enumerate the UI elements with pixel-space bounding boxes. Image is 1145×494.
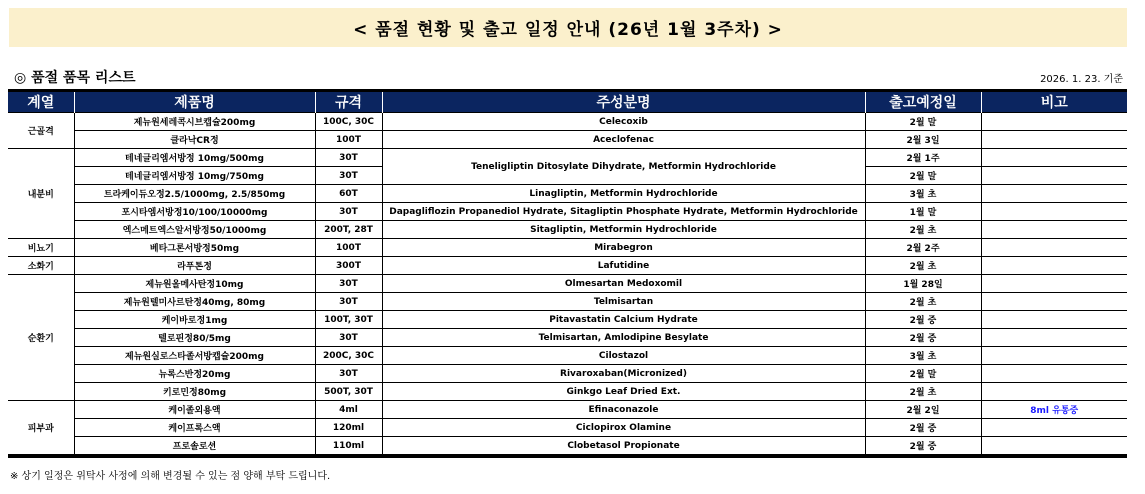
release-date-cell: 2월 초 [865, 221, 981, 239]
ingredient-cell: Rivaroxaban(Micronized) [382, 365, 865, 383]
category-cell: 내분비 [8, 149, 74, 239]
spec-cell: 100T, 30T [315, 311, 382, 329]
release-date-cell: 2월 말 [865, 167, 981, 185]
table-row [8, 365, 1127, 383]
ingredient-cell: Ciclopirox Olamine [382, 419, 865, 437]
spec-cell: 200T, 28T [315, 221, 382, 239]
note-cell [981, 131, 1127, 149]
spec-cell: 60T [315, 185, 382, 203]
table-row [8, 383, 1127, 401]
page-title: < 품절 현황 및 출고 일정 안내 (26년 1월 3주차) > [9, 8, 1127, 47]
spec-cell: 100C, 30C [315, 113, 382, 131]
release-date-cell: 3월 초 [865, 185, 981, 203]
note-cell [981, 347, 1127, 365]
spec-cell: 30T [315, 167, 382, 185]
note-cell [981, 365, 1127, 383]
note-cell [981, 437, 1127, 457]
note-cell [981, 185, 1127, 203]
release-date-cell: 2월 중 [865, 419, 981, 437]
table-row [8, 419, 1127, 437]
note-cell [981, 239, 1127, 257]
note-cell [981, 167, 1127, 185]
header-note: 비고 [981, 91, 1127, 113]
category-cell: 근골격 [8, 113, 74, 149]
spec-cell: 4ml [315, 401, 382, 419]
product-name-cell: 제뉴원세레콕시브캡슐200mg [74, 113, 315, 131]
note-cell: 8ml 유통중 [981, 401, 1127, 419]
header-ingredient: 주성분명 [382, 91, 865, 113]
ingredient-cell: Telmisartan, Amlodipine Besylate [382, 329, 865, 347]
spec-cell: 30T [315, 275, 382, 293]
ingredient-cell: Celecoxib [382, 113, 865, 131]
section-title: ◎ 품절 품목 리스트 [14, 70, 136, 86]
product-name-cell: 텔로핀정80/5mg [74, 329, 315, 347]
ingredient-cell: Dapagliflozin Propanediol Hydrate, Sitagliptin Phosphate Hydrate, Metformin Hydrochloride [382, 203, 865, 221]
footnote: ※ 상기 일정은 위탁사 사정에 의해 변경될 수 있는 점 양해 부탁 드립니다. [10, 471, 331, 482]
header-release-date: 출고예정일 [865, 91, 981, 113]
release-date-cell: 2월 중 [865, 329, 981, 347]
product-name-cell: 포시타엠서방정10/100/10000mg [74, 203, 315, 221]
release-date-cell: 2월 초 [865, 383, 981, 401]
release-date-cell: 2월 1주 [865, 149, 981, 167]
table-row [8, 131, 1127, 149]
spec-cell: 120ml [315, 419, 382, 437]
ingredient-cell: Lafutidine [382, 257, 865, 275]
note-cell [981, 275, 1127, 293]
product-name-cell: 뉴록스반정20mg [74, 365, 315, 383]
product-name-cell: 라푸톤정 [74, 257, 315, 275]
header-product: 제품명 [74, 91, 315, 113]
product-name-cell: 제뉴원텔미사르탄정40mg, 80mg [74, 293, 315, 311]
table-row [8, 329, 1127, 347]
spec-cell: 300T [315, 257, 382, 275]
ingredient-cell: Linagliptin, Metformin Hydrochloride [382, 185, 865, 203]
spec-cell: 500T, 30T [315, 383, 382, 401]
ingredient-cell: Telmisartan [382, 293, 865, 311]
release-date-cell: 3월 초 [865, 347, 981, 365]
spec-cell: 30T [315, 203, 382, 221]
table-row [8, 221, 1127, 239]
note-cell [981, 203, 1127, 221]
product-name-cell: 케이바로정1mg [74, 311, 315, 329]
product-name-cell: 클라낙CR정 [74, 131, 315, 149]
product-name-cell: 케이프록스액 [74, 419, 315, 437]
table-row [8, 149, 1127, 167]
table-row [8, 275, 1127, 293]
release-date-cell: 2월 중 [865, 311, 981, 329]
ingredient-cell: Pitavastatin Calcium Hydrate [382, 311, 865, 329]
note-cell [981, 383, 1127, 401]
note-cell [981, 113, 1127, 131]
spec-cell: 30T [315, 149, 382, 167]
release-date-cell: 2월 3일 [865, 131, 981, 149]
note-cell [981, 149, 1127, 167]
category-cell: 소화기 [8, 257, 74, 275]
product-name-cell: 테네글리엠서방정 10mg/500mg [74, 149, 315, 167]
table-row [8, 293, 1127, 311]
release-date-cell: 2월 초 [865, 257, 981, 275]
release-date-cell: 2월 2일 [865, 401, 981, 419]
ingredient-cell: Aceclofenac [382, 131, 865, 149]
ingredient-cell: Sitagliptin, Metformin Hydrochloride [382, 221, 865, 239]
product-name-cell: 테네글리엠서방정 10mg/750mg [74, 167, 315, 185]
header-category: 계열 [8, 91, 74, 113]
ingredient-cell: Cilostazol [382, 347, 865, 365]
release-date-cell: 1월 28일 [865, 275, 981, 293]
note-cell [981, 221, 1127, 239]
spec-cell: 200C, 30C [315, 347, 382, 365]
spec-cell: 30T [315, 293, 382, 311]
note-cell [981, 293, 1127, 311]
category-cell: 피부과 [8, 401, 74, 457]
stockout-table [8, 89, 1127, 458]
table-row [8, 257, 1127, 275]
release-date-cell: 2월 말 [865, 113, 981, 131]
note-cell [981, 329, 1127, 347]
ingredient-cell: Mirabegron [382, 239, 865, 257]
table-row [8, 437, 1127, 457]
product-name-cell: 키로민정80mg [74, 383, 315, 401]
product-name-cell: 케이졸외용액 [74, 401, 315, 419]
product-name-cell: 제뉴원실로스타졸서방캡슐200mg [74, 347, 315, 365]
spec-cell: 30T [315, 365, 382, 383]
table-row [8, 113, 1127, 131]
category-cell: 순환기 [8, 275, 74, 401]
header-spec: 규격 [315, 91, 382, 113]
table-row [8, 185, 1127, 203]
table-row [8, 311, 1127, 329]
release-date-cell: 2월 중 [865, 437, 981, 457]
note-cell [981, 257, 1127, 275]
table-row [8, 347, 1127, 365]
reference-date: 2026. 1. 23. 기준 [1040, 74, 1123, 85]
release-date-cell: 2월 2주 [865, 239, 981, 257]
table-row [8, 401, 1127, 419]
release-date-cell: 2월 초 [865, 293, 981, 311]
note-cell [981, 419, 1127, 437]
product-name-cell: 베타그론서방정50mg [74, 239, 315, 257]
ingredient-cell: Efinaconazole [382, 401, 865, 419]
table-row [8, 203, 1127, 221]
ingredient-cell: Clobetasol Propionate [382, 437, 865, 457]
product-name-cell: 제뉴원올메사탄정10mg [74, 275, 315, 293]
product-name-cell: 트라케이듀오정2.5/1000mg, 2.5/850mg [74, 185, 315, 203]
release-date-cell: 1월 말 [865, 203, 981, 221]
product-name-cell: 엑스메트엑스알서방정50/1000mg [74, 221, 315, 239]
spec-cell: 30T [315, 329, 382, 347]
spec-cell: 110ml [315, 437, 382, 457]
ingredient-cell: Olmesartan Medoxomil [382, 275, 865, 293]
spec-cell: 100T [315, 239, 382, 257]
ingredient-cell: Teneligliptin Ditosylate Dihydrate, Metformin Hydrochloride [382, 149, 865, 185]
ingredient-cell: Ginkgo Leaf Dried Ext. [382, 383, 865, 401]
table-row [8, 239, 1127, 257]
release-date-cell: 2월 말 [865, 365, 981, 383]
product-name-cell: 프로솔로션 [74, 437, 315, 457]
note-cell [981, 311, 1127, 329]
spec-cell: 100T [315, 131, 382, 149]
category-cell: 비뇨기 [8, 239, 74, 257]
